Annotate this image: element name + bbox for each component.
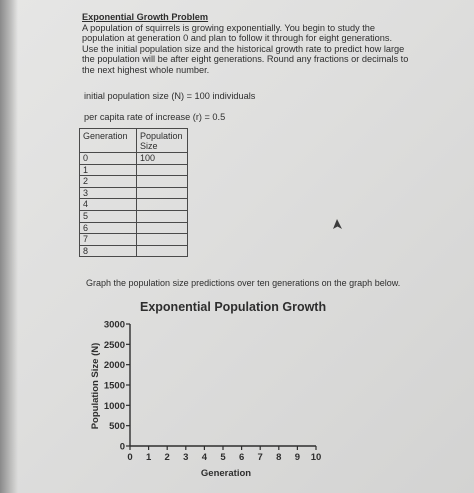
x-axis-label: Generation	[200, 468, 252, 479]
table-row	[80, 176, 188, 188]
x-tick-label: 2	[164, 452, 170, 463]
y-axis-label: Population Size (N)	[90, 342, 101, 430]
generation-cell: 1	[80, 164, 137, 176]
x-tick-label: 6	[238, 452, 245, 463]
population-cell[interactable]	[137, 187, 188, 199]
table-row	[80, 153, 188, 165]
problem-line-2: population at generation 0 and plan to follow it through for eight generations.	[82, 33, 393, 44]
generation-cell: 6	[80, 222, 137, 234]
population-cell[interactable]	[137, 222, 188, 234]
header-population-size	[137, 129, 188, 153]
problem-line-5: the next highest whole number.	[82, 64, 210, 75]
y-tick-label: 1500	[103, 380, 125, 392]
y-tick-label: 2500	[103, 339, 125, 351]
problem-text	[82, 12, 432, 76]
population-cell[interactable]: 100	[137, 153, 188, 165]
generation-table	[79, 128, 188, 257]
growth-rate: per capita rate of increase (r) = 0.5	[84, 112, 226, 122]
population-growth-chart[interactable]	[80, 312, 340, 484]
generation-cell: 7	[80, 234, 137, 246]
table-header-row	[80, 129, 188, 153]
graph-instruction: Graph the population size predictions over ten generations on the graph below.	[86, 278, 401, 288]
table-row	[80, 164, 188, 176]
generation-cell: 8	[80, 245, 137, 257]
initial-population: initial population size (N) = 100 individuals	[84, 91, 256, 101]
problem-title: Exponential Growth Problem	[82, 12, 209, 22]
x-tick-label: 10	[310, 452, 322, 463]
population-cell[interactable]	[137, 199, 188, 211]
header-population-size-text: Population Size	[140, 131, 183, 151]
x-tick-label: 0	[127, 452, 133, 463]
population-cell[interactable]	[137, 245, 188, 257]
generation-cell: 0	[80, 153, 137, 165]
header-generation: Generation	[80, 129, 137, 153]
generation-cell: 4	[80, 199, 137, 211]
generation-cell: 5	[80, 210, 137, 222]
x-tick-label: 1	[145, 452, 152, 463]
y-tick-label: 500	[109, 421, 125, 433]
y-tick-label: 2000	[103, 360, 125, 372]
photo-shadow-edge	[0, 0, 18, 493]
x-tick-label: 3	[183, 452, 189, 463]
population-cell[interactable]	[137, 164, 188, 176]
table-row	[80, 234, 188, 246]
problem-line-4: the population will be after eight generations. Round any fractions or decimals to	[82, 54, 409, 65]
y-tick-label: 3000	[103, 319, 125, 331]
population-cell[interactable]	[137, 234, 188, 246]
generation-cell: 3	[80, 187, 137, 199]
x-tick-label: 5	[220, 452, 226, 463]
x-tick-label: 8	[276, 452, 282, 463]
table-row	[80, 210, 188, 222]
table-row	[80, 199, 188, 211]
problem-line-1: A population of squirrels is growing exponentially. You begin to study the	[82, 22, 376, 33]
mouse-pointer-icon	[331, 218, 343, 232]
problem-line-3: Use the initial population size and the historical growth rate to predict how large	[82, 43, 405, 54]
table-row	[80, 245, 188, 257]
x-tick-label: 4	[201, 452, 208, 463]
population-cell[interactable]	[137, 210, 188, 222]
x-tick-label: 7	[257, 452, 263, 463]
table-row	[80, 187, 188, 199]
x-tick-label: 9	[294, 452, 301, 463]
y-tick-label: 1000	[103, 400, 125, 412]
y-tick-label: 0	[119, 441, 125, 453]
chart-title: Exponential Population Growth	[140, 300, 327, 314]
table-row	[80, 222, 188, 234]
generation-cell: 2	[80, 176, 137, 188]
chart-axes	[104, 320, 321, 464]
population-cell[interactable]	[137, 176, 188, 188]
